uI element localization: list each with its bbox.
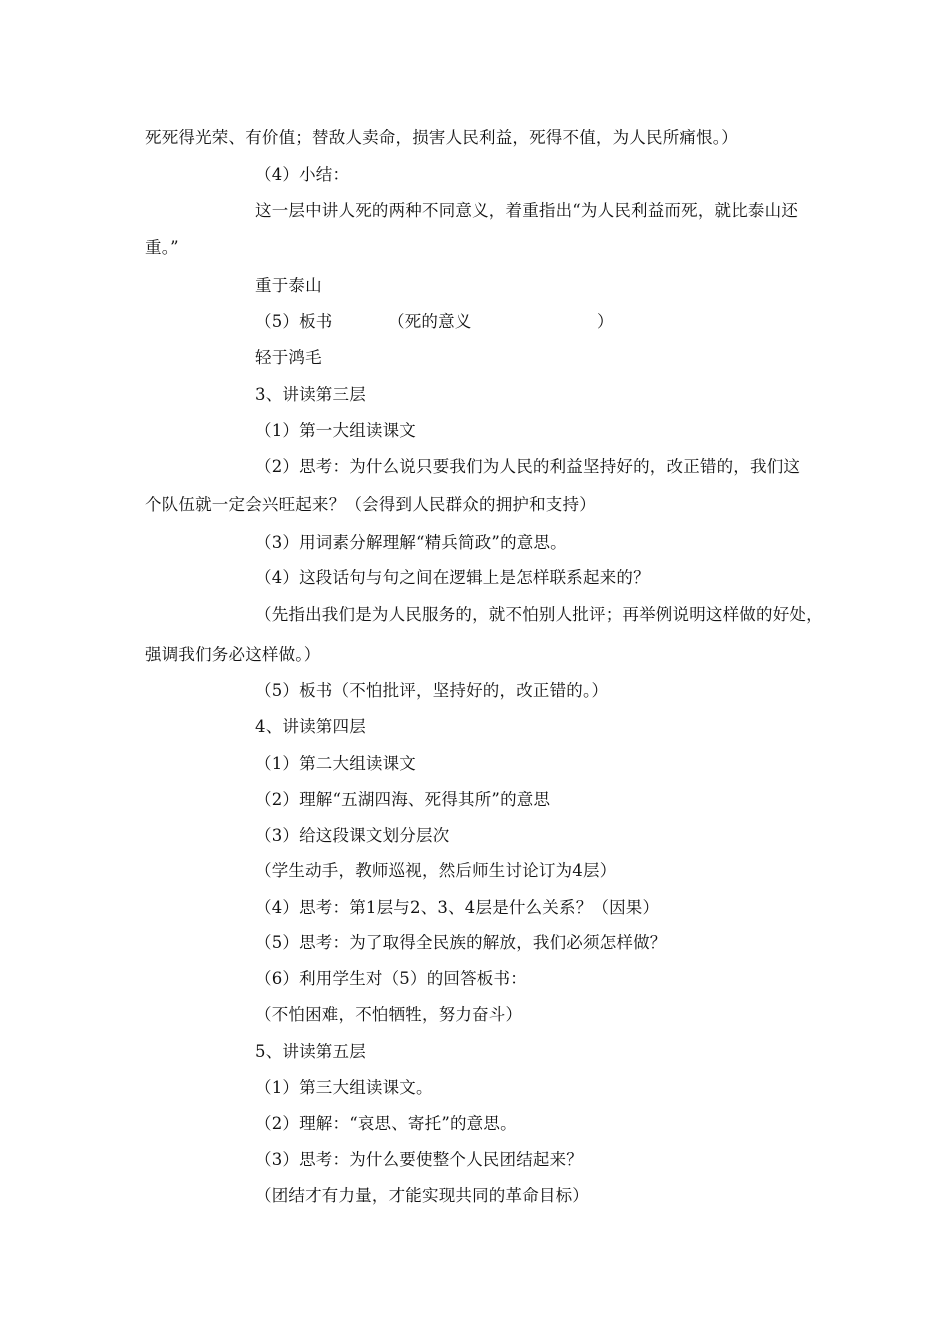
blackboard-close-bracket: ） (597, 312, 614, 331)
text-line: （不怕困难，不怕牺牲，努力奋斗） (255, 1005, 523, 1024)
text-line: （团结才有力量，才能实现共同的革命目标） (255, 1186, 589, 1205)
text-line: （2）理解：“哀思、寄托”的意思。 (255, 1114, 517, 1133)
text-line: （学生动手，教师巡视，然后师生讨论订为4层） (255, 861, 617, 880)
text-line: （1）第三大组读课文。 (255, 1078, 433, 1097)
text-line: （4）小结： (255, 165, 350, 184)
text-line: 这一层中讲人死的两种不同意义，着重指出“为人民利益而死，就比泰山还 (255, 201, 799, 220)
blackboard-meaning: （死的意义 (388, 312, 472, 331)
section-heading: 5、讲读第五层 (255, 1042, 366, 1061)
text-line: （1）第二大组读课文 (255, 754, 416, 773)
text-line: 强调我们务必这样做。） (145, 645, 321, 664)
blackboard-row (255, 311, 333, 333)
text-line: （3）用词素分解理解“精兵简政”的意思。 (255, 533, 567, 552)
text-line: （1）第一大组读课文 (255, 421, 416, 440)
text-line: （2）思考：为什么说只要我们为人民的利益坚持好的，改正错的，我们这 (255, 457, 801, 476)
text-line: 轻于鸿毛 (255, 348, 322, 367)
text-line: （6）利用学生对（5）的回答板书： (255, 969, 527, 988)
text-line: （3）思考：为什么要使整个人民团结起来？ (255, 1150, 583, 1169)
text-line: （先指出我们是为人民服务的，就不怕别人批评；再举例说明这样做的好处， (255, 605, 823, 624)
section-heading: 4、讲读第四层 (255, 717, 366, 736)
text-line: 个队伍就一定会兴旺起来？（会得到人民群众的拥护和支持） (145, 495, 596, 514)
text-line: 死死得光荣、有价值；替敌人卖命，损害人民利益，死得不值，为人民所痛恨。） (145, 128, 738, 147)
text-line: （4）思考：第1层与2、3、4层是什么关系？（因果） (255, 898, 660, 917)
section-heading: 3、讲读第三层 (255, 385, 366, 404)
text-line: （5）思考：为了取得全民族的解放，我们必须怎样做？ (255, 933, 667, 952)
text-line: 重。” (145, 238, 179, 257)
text-line: （4）这段话句与句之间在逻辑上是怎样联系起来的？ (255, 568, 650, 587)
text-line: （5）板书（不怕批评，坚持好的，改正错的。） (255, 681, 609, 700)
text-line: （2）理解“五湖四海、死得其所”的意思 (255, 790, 551, 809)
text-line: 重于泰山 (255, 276, 322, 295)
blackboard-label: （5）板书 (255, 312, 333, 331)
text-line: （3）给这段课文划分层次 (255, 826, 450, 845)
